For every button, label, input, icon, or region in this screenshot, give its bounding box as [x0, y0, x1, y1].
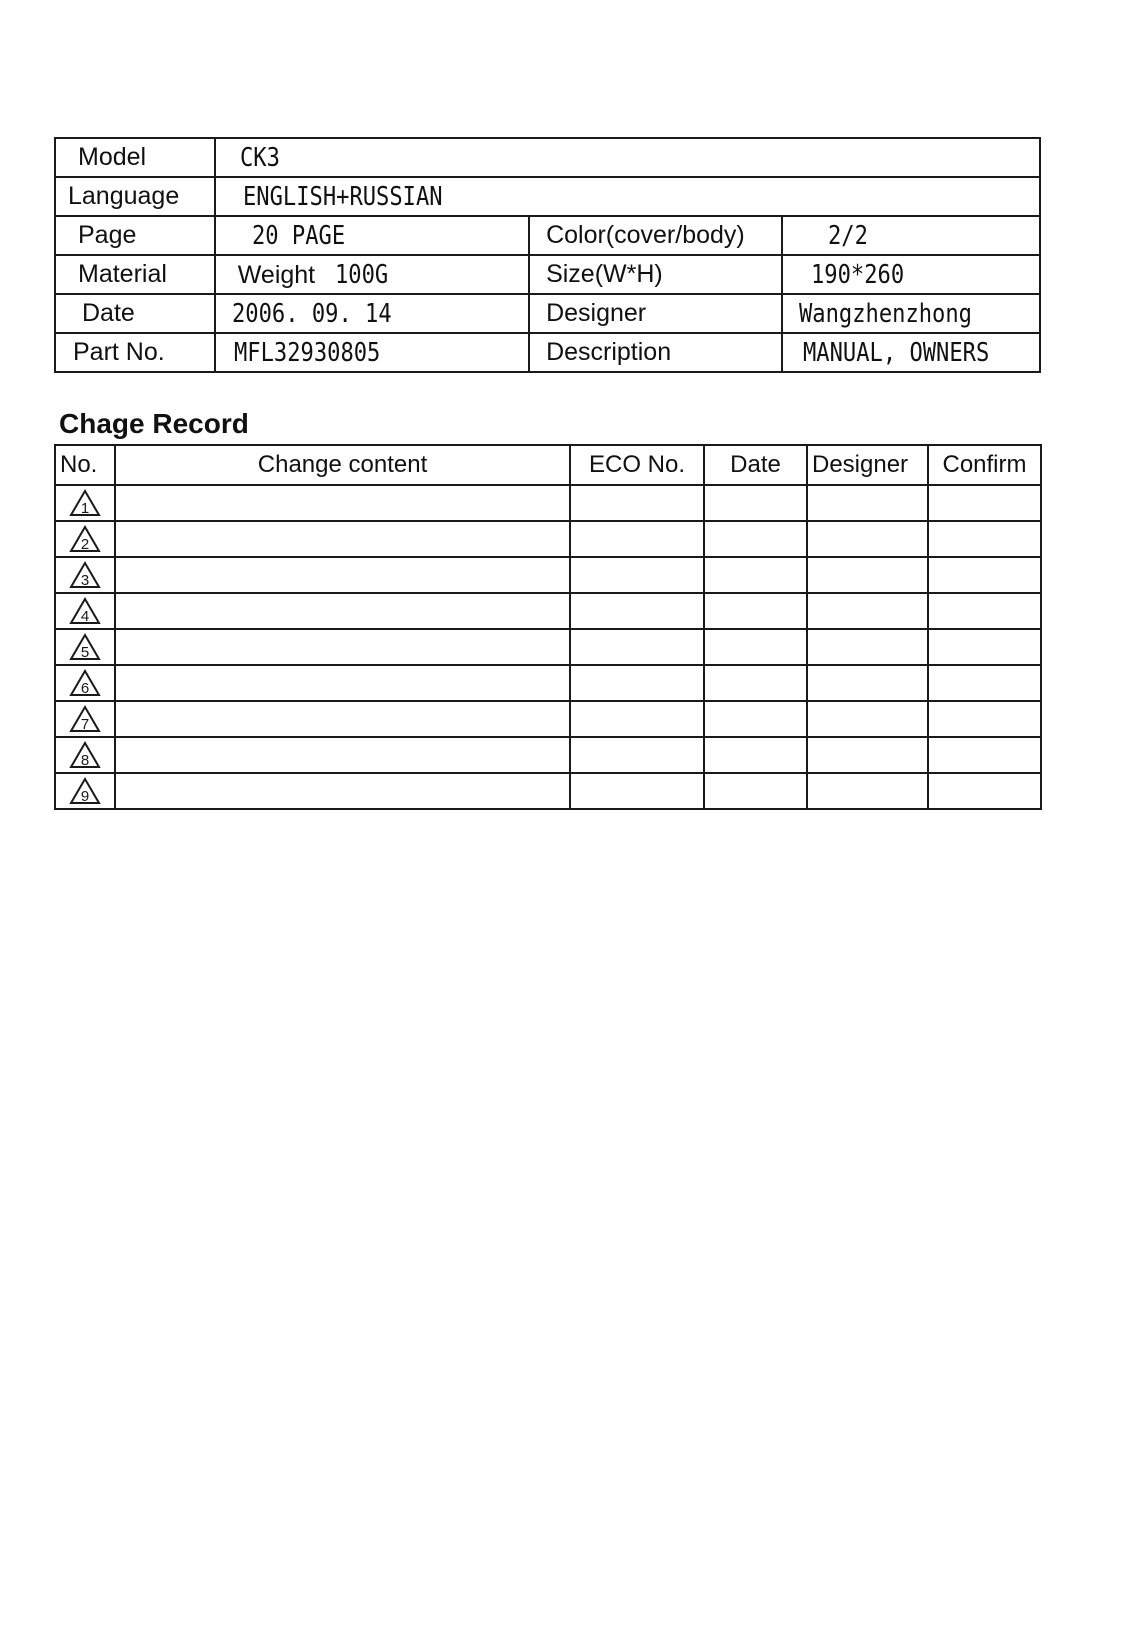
color-value: 2/2	[828, 220, 869, 251]
change-content-cell	[115, 629, 570, 665]
header-date: Date	[704, 445, 807, 485]
language-value: ENGLISH+RUSSIAN	[242, 181, 443, 212]
table-row	[55, 593, 1041, 629]
material-label: Material	[55, 255, 215, 294]
revision-triangle-icon	[69, 777, 101, 805]
date-cell	[704, 701, 807, 737]
header-confirm: Confirm	[928, 445, 1041, 485]
revision-no-cell	[55, 773, 115, 809]
confirm-cell	[928, 557, 1041, 593]
eco-no-cell	[570, 593, 704, 629]
date-cell	[704, 629, 807, 665]
eco-no-cell	[570, 521, 704, 557]
date-value: 2006. 09. 14	[231, 298, 392, 329]
revision-triangle-icon	[69, 561, 101, 589]
page-label: Page	[55, 216, 215, 255]
designer-cell	[807, 665, 928, 701]
revision-number: 5	[80, 644, 90, 661]
revision-number: 3	[80, 572, 90, 589]
confirm-cell	[928, 521, 1041, 557]
revision-triangle-icon	[69, 597, 101, 625]
eco-no-cell	[570, 485, 704, 521]
header-designer: Designer	[807, 445, 928, 485]
eco-no-cell	[570, 773, 704, 809]
header-eco-no: ECO No.	[570, 445, 704, 485]
change-record-body	[55, 485, 1041, 809]
revision-no-cell	[55, 557, 115, 593]
table-row	[55, 773, 1041, 809]
change-content-cell	[115, 521, 570, 557]
eco-no-cell	[570, 557, 704, 593]
confirm-cell	[928, 701, 1041, 737]
revision-triangle-icon	[69, 633, 101, 661]
date-cell	[704, 665, 807, 701]
revision-triangle-icon	[69, 489, 101, 517]
revision-no-cell	[55, 701, 115, 737]
change-content-cell	[115, 665, 570, 701]
table-row	[55, 701, 1041, 737]
weight-label: Weight	[237, 260, 316, 289]
confirm-cell	[928, 665, 1041, 701]
date-label: Date	[55, 294, 215, 333]
table-row	[55, 665, 1041, 701]
change-content-cell	[115, 485, 570, 521]
spec-row-material	[55, 255, 1040, 294]
header-no: No.	[55, 445, 115, 485]
revision-triangle-icon	[69, 741, 101, 769]
change-content-cell	[115, 737, 570, 773]
change-content-cell	[115, 701, 570, 737]
language-label: Language	[55, 177, 215, 216]
revision-triangle-icon	[69, 525, 101, 553]
date-cell	[704, 485, 807, 521]
change-record-title: Chage Record	[59, 408, 249, 439]
designer-label: Designer	[529, 294, 782, 333]
revision-triangle-icon	[69, 669, 101, 697]
change-header-row	[55, 445, 1041, 485]
designer-cell	[807, 557, 928, 593]
revision-no-cell	[55, 629, 115, 665]
description-value: MANUAL, OWNERS	[803, 337, 990, 368]
designer-cell	[807, 629, 928, 665]
date-cell	[704, 737, 807, 773]
eco-no-cell	[570, 665, 704, 701]
revision-number: 1	[80, 500, 90, 517]
revision-number: 2	[80, 536, 90, 553]
spec-table	[54, 137, 1041, 373]
spec-row-language	[55, 177, 1040, 216]
color-label: Color(cover/body)	[529, 216, 782, 255]
eco-no-cell	[570, 737, 704, 773]
page-value: 20 PAGE	[251, 220, 345, 251]
table-row	[55, 485, 1041, 521]
revision-number: 6	[80, 680, 90, 697]
confirm-cell	[928, 593, 1041, 629]
eco-no-cell	[570, 629, 704, 665]
confirm-cell	[928, 629, 1041, 665]
eco-no-cell	[570, 701, 704, 737]
part-no-label: Part No.	[55, 333, 215, 372]
designer-cell	[807, 701, 928, 737]
revision-no-cell	[55, 521, 115, 557]
table-row	[55, 737, 1041, 773]
designer-cell	[807, 773, 928, 809]
confirm-cell	[928, 737, 1041, 773]
designer-value: Wangzhenzhong	[799, 298, 973, 329]
table-row	[55, 557, 1041, 593]
confirm-cell	[928, 485, 1041, 521]
revision-number: 7	[80, 716, 90, 733]
date-cell	[704, 557, 807, 593]
revision-number: 9	[80, 788, 90, 805]
table-row	[55, 629, 1041, 665]
date-cell	[704, 773, 807, 809]
revision-no-cell	[55, 737, 115, 773]
change-content-cell	[115, 593, 570, 629]
part-no-value: MFL32930805	[233, 337, 381, 368]
size-value: 190*260	[811, 259, 905, 290]
revision-no-cell	[55, 593, 115, 629]
designer-cell	[807, 593, 928, 629]
designer-cell	[807, 485, 928, 521]
spec-row-model	[55, 138, 1040, 177]
revision-no-cell	[55, 485, 115, 521]
spec-row-part	[55, 333, 1040, 372]
revision-number: 4	[80, 608, 90, 625]
model-label: Model	[55, 138, 215, 177]
description-label: Description	[529, 333, 782, 372]
change-record-table	[54, 444, 1042, 810]
date-cell	[704, 521, 807, 557]
table-row	[55, 521, 1041, 557]
date-cell	[704, 593, 807, 629]
model-value: CK3	[239, 142, 280, 173]
weight-value: 100G	[335, 259, 389, 290]
revision-triangle-icon	[69, 705, 101, 733]
confirm-cell	[928, 773, 1041, 809]
designer-cell	[807, 521, 928, 557]
size-label: Size(W*H)	[529, 255, 782, 294]
change-content-cell	[115, 773, 570, 809]
spec-row-page	[55, 216, 1040, 255]
header-change-content: Change content	[115, 445, 570, 485]
revision-number: 8	[80, 752, 90, 769]
designer-cell	[807, 737, 928, 773]
change-content-cell	[115, 557, 570, 593]
spec-row-date	[55, 294, 1040, 333]
revision-no-cell	[55, 665, 115, 701]
